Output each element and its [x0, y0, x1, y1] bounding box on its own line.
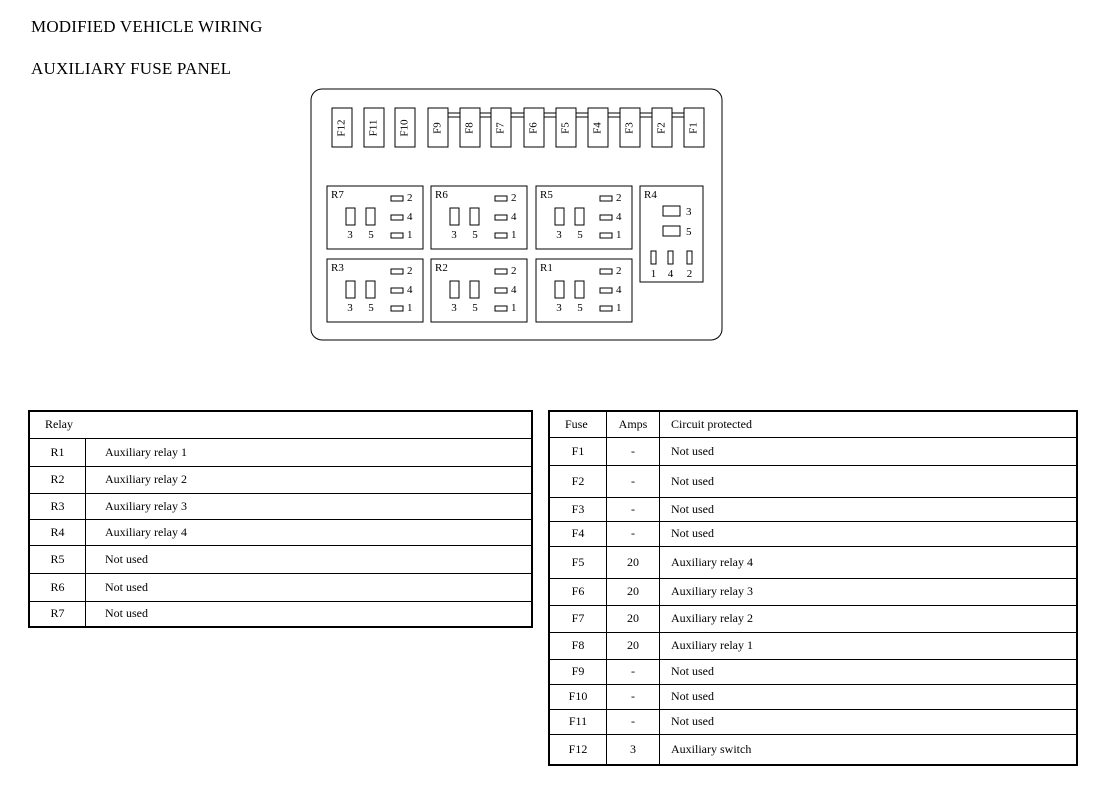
page-subtitle: AUXILIARY FUSE PANEL — [31, 59, 232, 78]
relay-id-cell: R5 — [29, 545, 86, 573]
amps-cell: 3 — [607, 734, 660, 765]
circuit-cell: Auxiliary relay 4 — [660, 546, 1078, 578]
terminal-1 — [600, 233, 612, 238]
pin-label: 1 — [511, 302, 517, 314]
terminal-3 — [555, 208, 564, 225]
fuse-id-cell: F12 — [549, 734, 607, 765]
fuse-id-cell: F10 — [549, 684, 607, 709]
fuse-label: F6 — [527, 122, 540, 134]
relay-desc-cell: Not used — [86, 573, 533, 601]
fuse-label: F12 — [335, 119, 348, 137]
table-row — [29, 438, 532, 466]
relay-header-cell: Relay — [29, 411, 532, 438]
pin-label: 3 — [347, 229, 353, 241]
terminal-4 — [495, 215, 507, 220]
circuit-cell: Not used — [660, 659, 1078, 684]
relay-blocks — [327, 186, 703, 322]
relay-id-cell: R6 — [29, 573, 86, 601]
relay-desc-cell: Auxiliary relay 2 — [86, 466, 533, 493]
table-row — [29, 545, 532, 573]
amps-cell: 20 — [607, 632, 660, 659]
relay-id-cell: R1 — [29, 438, 86, 466]
pin-label: 2 — [616, 265, 622, 277]
circuit-cell: Not used — [660, 437, 1078, 465]
terminal-4 — [600, 288, 612, 293]
terminal-3 — [663, 206, 680, 216]
pin-label: 4 — [407, 284, 413, 296]
fuse-id-cell: F2 — [549, 465, 607, 497]
table-row — [29, 573, 532, 601]
circuit-cell: Auxiliary relay 3 — [660, 578, 1078, 605]
terminal-1 — [600, 306, 612, 311]
table-row — [549, 546, 1077, 578]
amps-cell: - — [607, 659, 660, 684]
table-row — [549, 709, 1077, 734]
table-row — [549, 659, 1077, 684]
terminal-4 — [391, 288, 403, 293]
fuse-id-cell: F9 — [549, 659, 607, 684]
pin-label: 4 — [616, 211, 622, 223]
terminal-1 — [651, 251, 656, 264]
relay-desc-cell: Auxiliary relay 3 — [86, 493, 533, 519]
terminal-4 — [495, 288, 507, 293]
table-row — [549, 684, 1077, 709]
terminal-5 — [470, 281, 479, 298]
pin-label: 5 — [686, 226, 692, 238]
fuse-label: F4 — [591, 122, 604, 134]
terminal-2 — [495, 196, 507, 201]
amps-cell: - — [607, 437, 660, 465]
fuse-label: F5 — [559, 122, 572, 134]
table-row — [549, 734, 1077, 765]
circuit-cell: Auxiliary relay 2 — [660, 605, 1078, 632]
relay-id-cell: R7 — [29, 601, 86, 627]
pin-label: 1 — [616, 229, 622, 241]
pin-label: 4 — [616, 284, 622, 296]
relay-label: R6 — [435, 189, 448, 201]
fuse-label: F8 — [463, 122, 476, 134]
fuse-label: F2 — [655, 122, 668, 134]
terminal-4 — [391, 215, 403, 220]
relay-label: R1 — [540, 262, 553, 274]
table-row — [29, 519, 532, 545]
fuse-id-cell: F4 — [549, 521, 607, 546]
relay-label: R3 — [331, 262, 344, 274]
terminal-4 — [668, 251, 673, 264]
pin-label: 1 — [407, 302, 413, 314]
pin-label: 5 — [472, 302, 478, 314]
table-row — [549, 465, 1077, 497]
table-row — [29, 601, 532, 627]
amps-cell: 20 — [607, 605, 660, 632]
fuse-table — [548, 410, 1078, 766]
terminal-4 — [600, 215, 612, 220]
terminal-3 — [346, 281, 355, 298]
relay-label: R4 — [644, 189, 657, 201]
table-row — [549, 521, 1077, 546]
terminal-3 — [555, 281, 564, 298]
amps-cell: - — [607, 465, 660, 497]
circuit-cell: Not used — [660, 709, 1078, 734]
fuse-id-cell: F5 — [549, 546, 607, 578]
relay-label: R5 — [540, 189, 553, 201]
amps-cell: - — [607, 709, 660, 734]
fuse-label: F1 — [687, 122, 700, 134]
relay-table — [28, 410, 533, 628]
circuit-cell: Auxiliary switch — [671, 741, 752, 756]
terminal-1 — [495, 306, 507, 311]
pin-label: 1 — [407, 229, 413, 241]
terminal-2 — [391, 196, 403, 201]
terminal-3 — [450, 208, 459, 225]
pin-label: 3 — [451, 302, 457, 314]
table-row — [549, 578, 1077, 605]
fuse-id-cell: F3 — [549, 497, 607, 521]
fuse-id-cell: F1 — [549, 437, 607, 465]
terminal-3 — [450, 281, 459, 298]
pin-label: 5 — [577, 302, 583, 314]
terminal-1 — [391, 233, 403, 238]
terminal-3 — [346, 208, 355, 225]
pin-label: 5 — [577, 229, 583, 241]
terminal-2 — [600, 269, 612, 274]
relay-desc-cell: Auxiliary relay 4 — [86, 519, 533, 545]
terminal-5 — [575, 208, 584, 225]
terminal-2 — [495, 269, 507, 274]
pin-label: 3 — [686, 206, 692, 218]
relay-label: R2 — [435, 262, 448, 274]
terminal-5 — [366, 208, 375, 225]
amps-cell: - — [607, 497, 660, 521]
fuse-id-cell: F8 — [549, 632, 607, 659]
terminal-1 — [495, 233, 507, 238]
amps-cell: 20 — [607, 546, 660, 578]
pin-label: 3 — [556, 302, 562, 314]
fuse-table-header-row — [549, 411, 1077, 437]
page-title: MODIFIED VEHICLE WIRING — [31, 17, 263, 36]
circuit-cell: Not used — [660, 497, 1078, 521]
pin-label: 5 — [368, 229, 374, 241]
fuse-label: F7 — [494, 122, 507, 134]
circuit-cell: Auxiliary relay 1 — [660, 632, 1078, 659]
table-row — [549, 497, 1077, 521]
terminal-5 — [470, 208, 479, 225]
amps-cell: 20 — [607, 578, 660, 605]
amps-header-cell: Amps — [607, 411, 660, 437]
fuse-label: F11 — [367, 119, 380, 137]
relay-label: R7 — [331, 189, 344, 201]
amps-cell: - — [607, 521, 660, 546]
table-row — [549, 632, 1077, 659]
circuit-cell: Not used — [660, 521, 1078, 546]
fuse-id-cell: F7 — [549, 605, 607, 632]
fuse-label: F10 — [398, 119, 411, 137]
relay-desc-cell: Not used — [86, 545, 533, 573]
circuit-cell: Not used — [660, 684, 1078, 709]
fuse-id-cell: F11 — [549, 709, 607, 734]
terminal-5 — [575, 281, 584, 298]
pin-label: 5 — [472, 229, 478, 241]
fuse-header-cell: Fuse — [549, 411, 607, 437]
relay-desc-cell: Not used — [105, 606, 148, 621]
pin-label: 3 — [556, 229, 562, 241]
relay-id-cell: R3 — [29, 493, 86, 519]
table-row — [549, 437, 1077, 465]
relay-id-cell: R2 — [29, 466, 86, 493]
pin-label: 1 — [650, 268, 657, 280]
terminal-2 — [391, 269, 403, 274]
pin-label: 2 — [407, 265, 413, 277]
fuse-row — [332, 108, 704, 147]
relay-table-header-row — [29, 411, 532, 438]
pin-label: 3 — [451, 229, 457, 241]
pin-label: 2 — [407, 192, 413, 204]
pin-label: 1 — [511, 229, 517, 241]
pin-label: 2 — [511, 192, 517, 204]
circuit-cell: Not used — [660, 465, 1078, 497]
fuse-id-cell: F6 — [549, 578, 607, 605]
pin-label: 4 — [511, 284, 517, 296]
terminal-5 — [366, 281, 375, 298]
terminal-2 — [600, 196, 612, 201]
pin-label: 4 — [667, 268, 674, 280]
pin-label: 4 — [511, 211, 517, 223]
table-row — [549, 605, 1077, 632]
pin-label: 1 — [616, 302, 622, 314]
table-row — [29, 493, 532, 519]
terminal-1 — [391, 306, 403, 311]
terminal-5 — [663, 226, 680, 236]
fuse-label: F9 — [431, 122, 444, 134]
amps-cell: - — [607, 684, 660, 709]
fuse-panel-diagram — [0, 0, 1112, 400]
pin-label: 2 — [511, 265, 517, 277]
pin-label: 2 — [686, 268, 693, 280]
fuse-label: F3 — [623, 122, 636, 134]
pin-label: 4 — [407, 211, 413, 223]
relay-desc-cell: Auxiliary relay 1 — [86, 438, 533, 466]
circuit-header-cell: Circuit protected — [660, 411, 1078, 437]
terminal-2 — [687, 251, 692, 264]
pin-label: 5 — [368, 302, 374, 314]
pin-label: 3 — [347, 302, 353, 314]
pin-label: 2 — [616, 192, 622, 204]
table-row — [29, 466, 532, 493]
relay-id-cell: R4 — [29, 519, 86, 545]
